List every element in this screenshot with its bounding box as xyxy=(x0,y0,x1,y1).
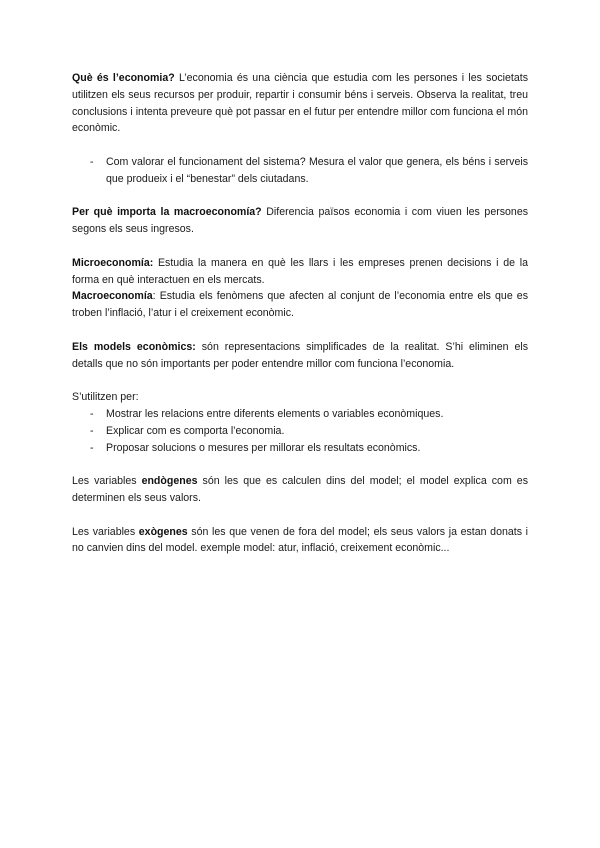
exogenous-text: són les que venen de fora del model; els seus valors ja estan donats i no canvien dins del model. exemple model: atur, inflació, creixement econòmic... xyxy=(72,525,528,555)
uses-intro: S’utilitzen per: xyxy=(72,391,139,404)
endogenous-term: endògenes xyxy=(141,475,198,488)
models-paragraph xyxy=(72,339,528,373)
spacer xyxy=(72,507,528,524)
intro-text: L’economia és una ciència que estudia com les persones i les societats utilitzen els seus recursos per produir, repartir i consumir béns i serveis. Observa la realitat, treu conclusions i intenta preveure què pot passar en el futur per entendre millor com funciona el món econòmic. xyxy=(72,72,528,135)
macro-importance-heading: Per què importa la macroeconomía? xyxy=(72,206,262,219)
list-item: - Com valorar el funcionament del sistema? Mesura el valor que genera, els béns i serveis que produeix i el “benestar” dels ciutadans. xyxy=(72,154,528,188)
exogenous-term: exògenes xyxy=(138,525,188,538)
models-text: són representacions simplificades de la realitat. S’hi eliminen els detalls que no són importants per poder entendre millor com funciona l’economia. xyxy=(72,340,529,370)
spacer xyxy=(72,372,528,389)
intro-heading: Què és l’economia? xyxy=(72,72,175,84)
exogenous-prefix: Les variables xyxy=(72,525,139,538)
intro-paragraph xyxy=(72,70,528,137)
list-item: - Proposar solucions o mesures per millorar els resultats econòmics. xyxy=(72,440,528,457)
endogenous-paragraph xyxy=(72,473,528,507)
exogenous-paragraph xyxy=(72,524,528,558)
list-item: - Explicar com es comporta l’economia. xyxy=(72,423,528,440)
macro-text: : Estudia els fenòmens que afecten al conjunt de l’economia entre els que es troben l’inflació, l’atur i el creixement econòmic. xyxy=(72,290,528,320)
micro-heading: Microeconomía: xyxy=(72,256,154,269)
spacer xyxy=(72,456,528,473)
uses-list xyxy=(72,406,528,456)
endogenous-prefix: Les variables xyxy=(72,475,142,488)
intro-list xyxy=(72,154,528,188)
spacer xyxy=(72,238,528,255)
micro-text: Estudia la manera en què les llars i les empreses prenen decisions i de la forma en què interactuen en els mercats. xyxy=(72,256,528,286)
micro-paragraph xyxy=(72,255,528,289)
endogenous-text: són les que es calculen dins del model; el model explica com es determinen els seus valors. xyxy=(72,475,528,504)
spacer xyxy=(72,188,528,205)
macro-heading: Macroeconomía xyxy=(72,290,153,303)
macro-importance-text: Diferencia països economia i com viuen les persones segons els seus ingresos. xyxy=(72,206,529,236)
models-heading: Els models econòmics: xyxy=(72,340,196,353)
spacer xyxy=(72,322,528,339)
list-item: - Mostrar les relacions entre diferents elements o variables econòmiques. xyxy=(72,406,528,423)
spacer xyxy=(72,137,528,154)
macro-paragraph xyxy=(72,288,528,322)
macro-importance-paragraph xyxy=(72,204,528,238)
